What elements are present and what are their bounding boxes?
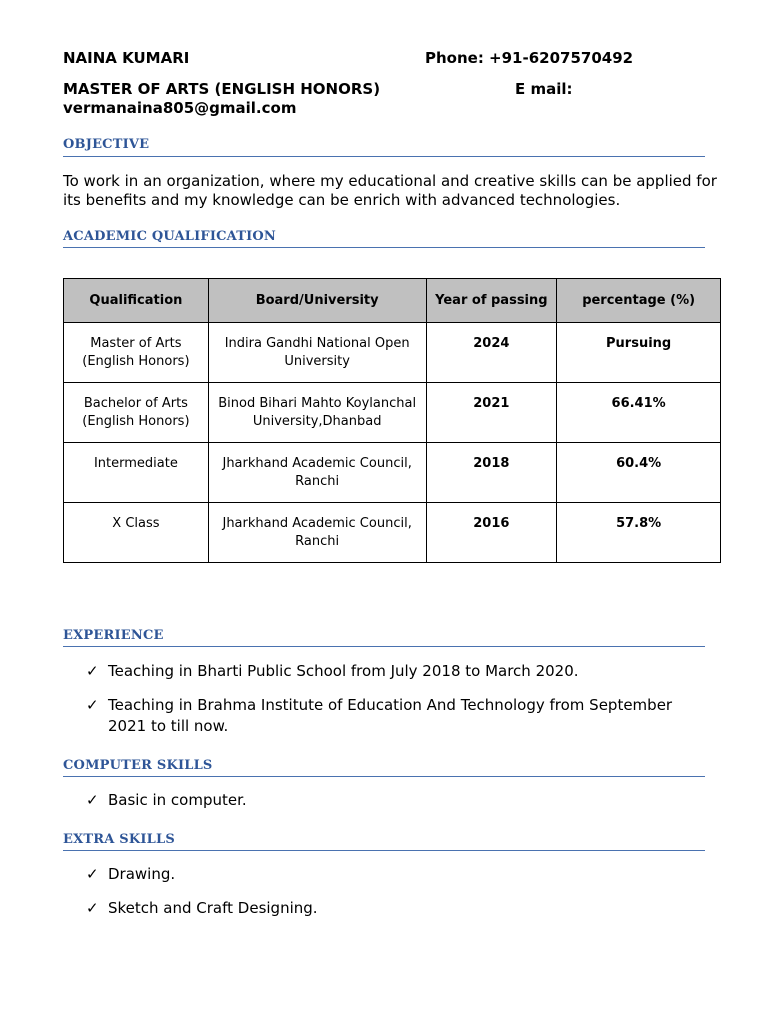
qualification-cell: Intermediate [64, 443, 209, 503]
experience-heading: EXPERIENCE [63, 628, 164, 643]
column-header-qualification: Qualification [64, 279, 209, 323]
computer-skill-text: Basic in computer. [108, 791, 247, 809]
extra-skill-text: Sketch and Craft Designing. [108, 899, 318, 917]
extra-skills-heading: EXTRA SKILLS [63, 832, 175, 847]
candidate-name: NAINA KUMARI [63, 49, 190, 67]
experience-item-text: Teaching in Bharti Public School from July 2018 to March 2020. [108, 662, 579, 680]
column-header-percentage: percentage (%) [557, 279, 721, 323]
email-label: E mail: [515, 80, 573, 98]
check-mark-icon: ✓ [86, 899, 99, 917]
objective-text: To work in an organization, where my educational and creative skills can be applied for its benefits and my knowledge can be enrich with advanced technologies. [63, 172, 717, 209]
email-address: vermanaina805@gmail.com [63, 99, 297, 117]
year-cell: 2024 [426, 323, 557, 383]
board-cell: Jharkhand Academic Council, Ranchi [208, 503, 426, 563]
table-row [64, 503, 721, 563]
computer-skills-heading: COMPUTER SKILLS [63, 758, 213, 773]
experience-divider [63, 646, 705, 647]
check-mark-icon: ✓ [86, 865, 99, 883]
percentage-cell: Pursuing [557, 323, 721, 383]
qualification-cell: X Class [64, 503, 209, 563]
objective-heading: OBJECTIVE [63, 137, 150, 152]
qualification-cell: Bachelor of Arts (English Honors) [64, 383, 209, 443]
board-cell: Jharkhand Academic Council, Ranchi [208, 443, 426, 503]
degree-title: MASTER OF ARTS (ENGLISH HONORS) [63, 80, 381, 98]
objective-divider [63, 156, 705, 157]
academic-heading: ACADEMIC QUALIFICATION [63, 229, 277, 244]
percentage-cell: 60.4% [557, 443, 721, 503]
phone-number: Phone: +91-6207570492 [425, 49, 634, 67]
year-cell: 2021 [426, 383, 557, 443]
check-mark-icon: ✓ [86, 791, 99, 809]
extra-skills-divider [63, 850, 705, 851]
percentage-cell: 66.41% [557, 383, 721, 443]
table-header-row [64, 279, 721, 323]
qualification-cell: Master of Arts (English Honors) [64, 323, 209, 383]
board-cell: Binod Bihari Mahto Koylanchal University,Dhanbad [208, 383, 426, 443]
experience-item-text: Teaching in Brahma Institute of Education And Technology from September 2021 to till now. [108, 696, 673, 735]
table-row [64, 383, 721, 443]
column-header-year: Year of passing [426, 279, 557, 323]
board-cell: Indira Gandhi National Open University [208, 323, 426, 383]
year-cell: 2016 [426, 503, 557, 563]
qualification-table [63, 278, 721, 563]
academic-divider [63, 247, 705, 248]
table-row [64, 323, 721, 383]
check-mark-icon: ✓ [86, 696, 99, 714]
computer-skills-divider [63, 776, 705, 777]
column-header-board: Board/University [208, 279, 426, 323]
percentage-cell: 57.8% [557, 503, 721, 563]
extra-skill-text: Drawing. [108, 865, 176, 883]
year-cell: 2018 [426, 443, 557, 503]
table-row [64, 443, 721, 503]
check-mark-icon: ✓ [86, 662, 99, 680]
